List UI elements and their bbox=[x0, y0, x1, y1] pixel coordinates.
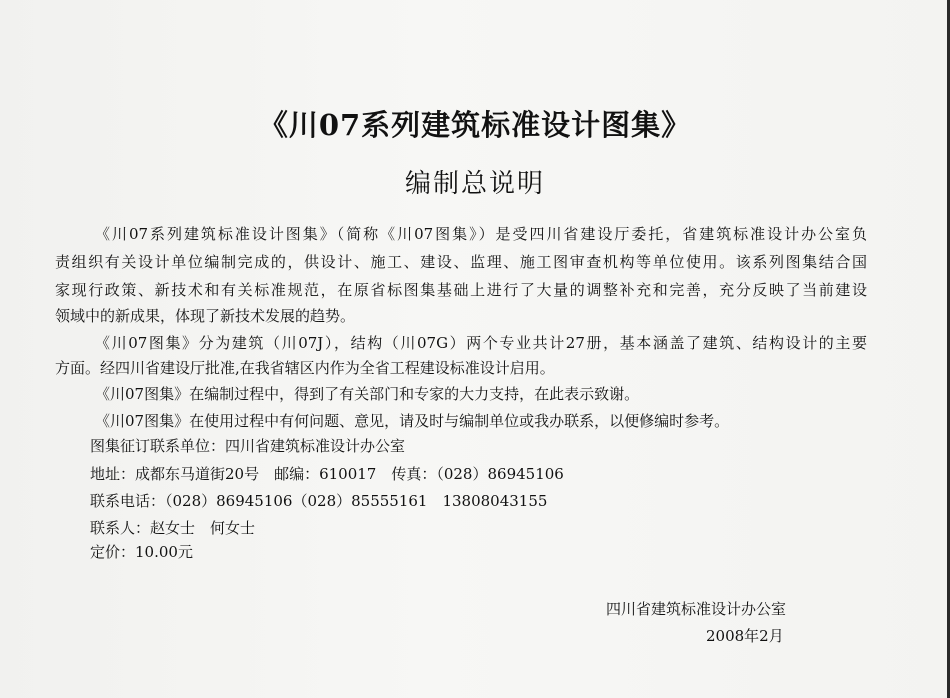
paragraph3: 《川07图集》在编制过程中，得到了有关部门和专家的大力支持，在此表示致谢。 bbox=[95, 385, 640, 403]
contact-phones: 联系电话：（028）86945106（028）85555161 13808043155 bbox=[90, 492, 548, 510]
document-subtitle: 编制总说明 bbox=[404, 169, 545, 199]
paragraph4: 《川07图集》在使用过程中有何问题、意见，请及时与编制单位或我办联系，以便修编时参考。 bbox=[95, 412, 730, 430]
paragraph1-line4: 领域中的新成果，体现了新技术发展的趋势。 bbox=[55, 307, 356, 325]
contact-persons: 联系人：赵女士 何女士 bbox=[90, 519, 256, 537]
paragraph1-line3: 家现行政策、新技术和有关标准规范，在原省标图集基础上进行了大量的调整补充和完善，充分反映了当前建设 bbox=[55, 281, 867, 299]
contact-address: 地址：成都东马道街20号 邮编：610017 传真：（028）86945106 bbox=[90, 465, 564, 483]
contact-order-unit: 图集征订联系单位：四川省建筑标准设计办公室 bbox=[90, 437, 406, 455]
signature-date: 2008年2月 bbox=[706, 627, 784, 645]
paragraph1-line1: 《川07系列建筑标准设计图集》（简称《川07图集》）是受四川省建设厅委托，省建筑标准设计办公室负 bbox=[95, 225, 867, 243]
document-title: 《川07系列建筑标准设计图集》 bbox=[258, 108, 692, 142]
signature-org: 四川省建筑标准设计办公室 bbox=[606, 600, 787, 618]
contact-price: 定价：10.00元 bbox=[90, 543, 193, 561]
paragraph2-line1: 《川07图集》分为建筑（川07J），结构（川07G）两个专业共计27册，基本涵盖了建筑、结构设计的主要 bbox=[95, 334, 867, 352]
paragraph2-line2: 方面。经四川省建设厅批准,在我省辖区内作为全省工程建设标准设计启用。 bbox=[55, 359, 555, 377]
paragraph1-line2: 责组织有关设计单位编制完成的，供设计、施工、建设、监理、施工图审查机构等单位使用。该系列图集结合国 bbox=[55, 253, 867, 271]
